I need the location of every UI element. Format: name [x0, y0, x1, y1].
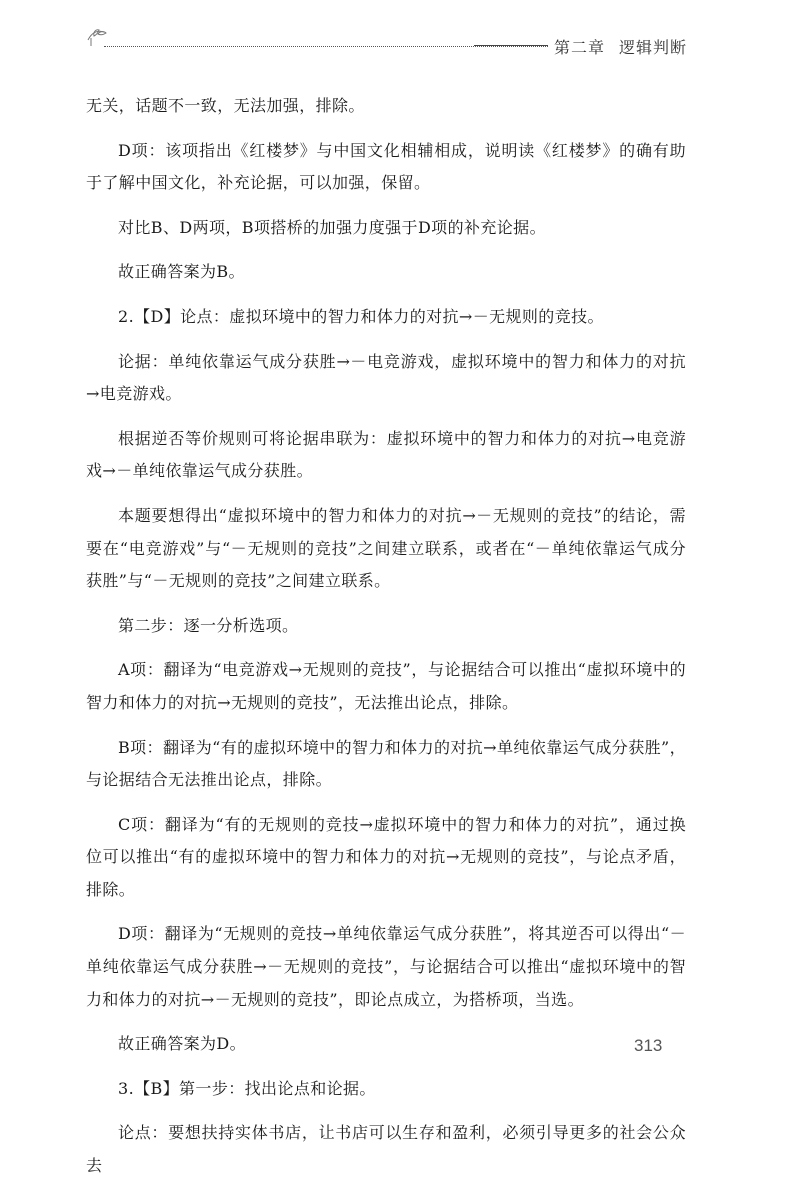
- header-solid-rule: [474, 45, 548, 46]
- page-number: 313: [634, 1036, 663, 1055]
- running-header: [84, 24, 688, 60]
- paragraph: D项：翻译为“无规则的竞技→单纯依靠运气成分获胜”，将其逆否可以得出“－单纯依靠运气成分获胜→－无规则的竞技”，与论据结合可以推出“虚拟环境中的智力和体力的对抗→－无规则的竞技”，即论点成立，为搭桥项，当选。: [86, 924, 686, 1009]
- paragraph: 3.【B】第一步：找出论点和论据。: [118, 1078, 376, 1098]
- paragraph: 故正确答案为D。: [118, 1034, 247, 1054]
- paragraph: 第二步：逐一分析选项。: [118, 615, 299, 635]
- paragraph: 本题要想得出“虚拟环境中的智力和体力的对抗→－无规则的竞技”的结论，需要在“电竞游戏”与“－无规则的竞技”之间建立联系，或者在“－单纯依靠运气成分获胜”与“－无规则的竞技”之间建立联系。: [86, 505, 686, 591]
- paragraph: 故正确答案为B。: [118, 262, 245, 282]
- paragraph: 2.【D】论点：虚拟环境中的智力和体力的对抗→－无规则的竞技。: [118, 306, 604, 326]
- paragraph: D项：该项指出《红楼梦》与中国文化相辅相成，说明读《红楼梦》的确有助于了解中国文化，补充论据，可以加强，保留。: [86, 140, 686, 193]
- chapter-label: [554, 35, 687, 58]
- paragraph: A项：翻译为“电竞游戏→无规则的竞技”，与论据结合可以推出“虚拟环境中的智力和体力的对抗→无规则的竞技”，无法推出论点，排除。: [86, 660, 686, 712]
- header-dotted-rule: [104, 46, 548, 47]
- chapter-title: 逻辑判断: [619, 38, 688, 57]
- chapter-number: 第二章: [554, 38, 606, 57]
- paragraph: 论点：要想扶持实体书店，让书店可以生存和盈利，必须引导更多的社会公众去: [86, 1123, 686, 1176]
- paragraph: 论据：单纯依靠运气成分获胜→－电竞游戏，虚拟环境中的智力和体力的对抗→电竞游戏。: [86, 351, 686, 404]
- page-body: [86, 90, 686, 1195]
- paragraph: 根据逆否等价规则可将论据串联为：虚拟环境中的智力和体力的对抗→电竞游戏→－单纯依靠运气成分获胜。: [86, 428, 686, 481]
- paragraph: B项：翻译为“有的虚拟环境中的智力和体力的对抗→单纯依靠运气成分获胜”，与论据结合无法推出论点，排除。: [86, 737, 686, 790]
- paragraph: 对比B、D两项，B项搭桥的加强力度强于D项的补充论据。: [118, 217, 546, 237]
- paragraph: 无关，话题不一致，无法加强，排除。: [86, 96, 365, 115]
- paragraph: C项：翻译为“有的无规则的竞技→虚拟环境中的智力和体力的对抗”，通过换位可以推出“有的虚拟环境中的智力和体力的对抗→无规则的竞技”，与论点矛盾，排除。: [86, 814, 686, 899]
